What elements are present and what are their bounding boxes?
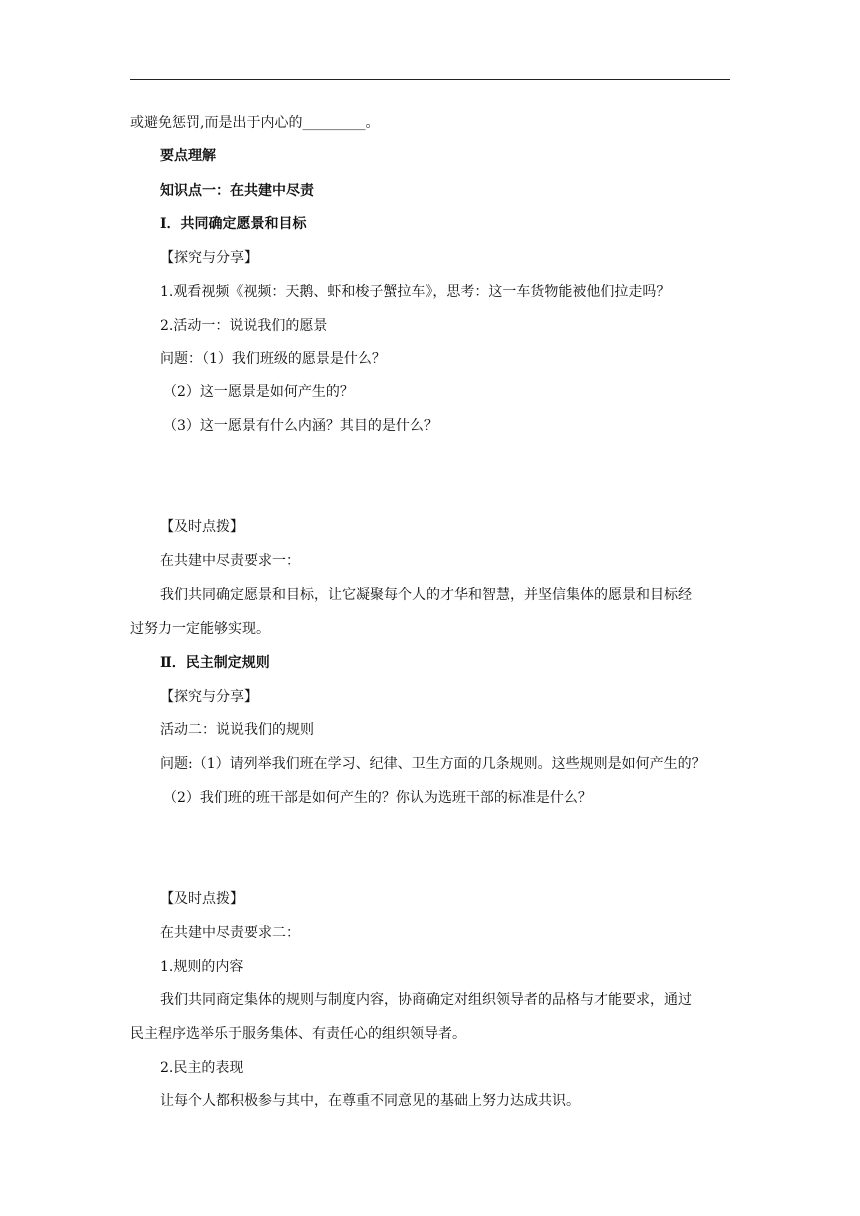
text-line: 在共建中尽责要求一： <box>160 553 300 569</box>
text-line: 我们共同商定集体的规则与制度内容，协商确定对组织领导者的品格与才能要求，通过 <box>160 992 692 1008</box>
bracket-label: 【探究与分享】 <box>160 689 258 705</box>
text-line: 在共建中尽责要求二： <box>160 925 300 941</box>
question-line: （3）这一愿景有什么内涵？其目的是什么？ <box>163 418 438 434</box>
text-line: 2.活动一：说说我们的愿景 <box>160 318 328 334</box>
question-line: （2）我们班的班干部是如何产生的？你认为选班干部的标准是什么？ <box>163 790 592 806</box>
knowledge-point-heading: 知识点一：在共建中尽责 <box>160 183 314 199</box>
subsection-heading: Ⅱ．民主制定规则 <box>160 655 270 671</box>
question-line: 问题:（1）请列举我们班在学习、纪律、卫生方面的几条规则。这些规则是如何产生的？ <box>160 756 706 772</box>
text-line: 活动二：说说我们的规则 <box>160 722 314 738</box>
text-line: 让每个人都积极参与其中，在尊重不同意见的基础上努力达成共识。 <box>160 1093 580 1109</box>
text-line: 或避免惩罚,而是出于内心的_________。 <box>130 115 380 131</box>
text-line: 2.民主的表现 <box>160 1060 244 1076</box>
bracket-label: 【及时点拨】 <box>160 891 244 907</box>
text-line: 我们共同确定愿景和目标，让它凝聚每个人的才华和智慧，并坚信集体的愿景和目标经 <box>160 587 692 603</box>
text-line: 1.规则的内容 <box>160 959 244 975</box>
bracket-label: 【及时点拨】 <box>160 519 244 535</box>
text-line: 过努力一定能够实现。 <box>130 621 270 637</box>
question-line: 问题：（1）我们班级的愿景是什么？ <box>160 351 386 367</box>
subsection-heading: Ⅰ．共同确定愿景和目标 <box>160 216 307 232</box>
question-line: （2）这一愿景是如何产生的？ <box>163 384 354 400</box>
section-heading: 要点理解 <box>160 148 216 164</box>
text-line: 民主程序选举乐于服务集体、有责任心的组织领导者。 <box>130 1026 466 1042</box>
bracket-label: 【探究与分享】 <box>160 250 258 266</box>
text-line: 1.观看视频《视频：天鹅、虾和梭子蟹拉车》，思考：这一车货物能被他们拉走吗？ <box>160 284 671 300</box>
header-rule <box>130 79 730 80</box>
